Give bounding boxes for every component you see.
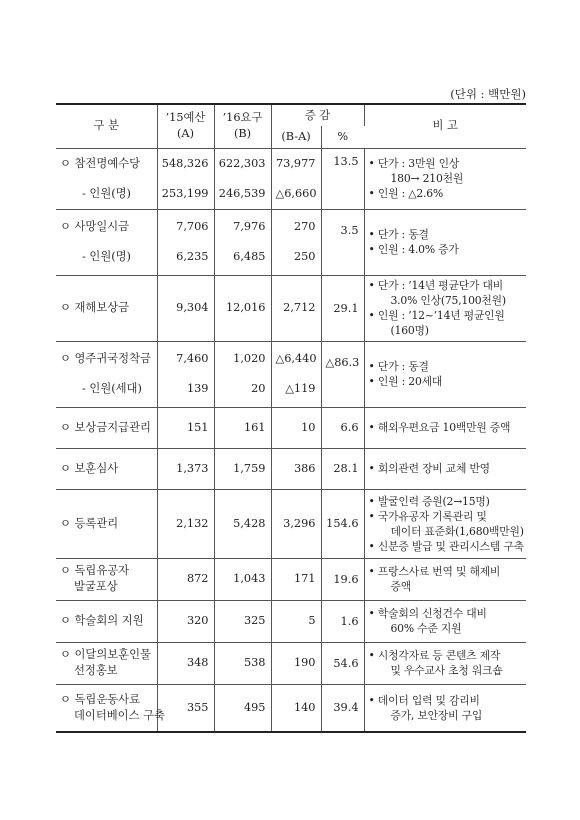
item-name-line: - 인원(명) (82, 186, 131, 200)
budget-2015-line: 2,132 (176, 516, 209, 530)
remark-line: • 시청각자료 등 콘텐츠 제작 (368, 649, 501, 662)
request-2016-line: 622,303 (218, 156, 266, 170)
budget-2015-line: 548,326 (161, 156, 209, 170)
item-name (56, 341, 157, 407)
budget-2015-line: 1,373 (176, 461, 209, 475)
line-gap (162, 172, 209, 186)
line-gap (276, 172, 316, 186)
remark-line: • 단가 : 동결 (368, 360, 429, 373)
header-col-a-line2: (A) (177, 127, 194, 141)
item-name-line: ㅇ 보상금지급관리 (60, 420, 151, 434)
item-name-line: ㅇ 등록관리 (60, 516, 119, 530)
change-amount-line: 250 (293, 250, 316, 263)
request-2016 (214, 407, 271, 448)
change-amount (271, 341, 321, 407)
remark-line: • 단가 : 동결 (368, 228, 429, 241)
item-name-line: ㅇ 학술회의 지원 (60, 614, 144, 627)
remark-line: • 해외우편요금 10백만원 증액 (368, 421, 511, 434)
change-amount-line: 10 (301, 420, 316, 434)
budget-2015-line: 872 (186, 572, 209, 585)
change-amount (271, 448, 321, 489)
table-body (56, 148, 526, 732)
budget-2015-line: 7,706 (176, 220, 209, 233)
remark-line: 3.0% 인상(75,100천원) (390, 294, 506, 307)
header-change-sub: (B-A) (271, 126, 321, 148)
item-name-line: - 인원(세대) (82, 382, 142, 395)
unit-label: (단위 : 백만원) (450, 87, 526, 101)
request-2016 (214, 275, 271, 341)
table-row (56, 684, 526, 732)
line-gap (276, 235, 316, 249)
change-amount-line: 2,712 (283, 301, 316, 314)
remark-line: • 인원 : ’12~’14년 평균인원 (368, 309, 505, 322)
table-row (56, 407, 526, 448)
line-gap (60, 235, 152, 249)
remark-line: • 신분증 발급 및 관리시스템 구축 (368, 539, 524, 553)
change-amount-line: 5 (308, 614, 316, 627)
budget-2015 (157, 275, 214, 341)
change-percent: 54.6 (321, 642, 364, 684)
item-name-line: ㅇ 영주귀국정착금 (60, 352, 151, 365)
remark (364, 489, 526, 558)
request-2016-line: 1,020 (233, 352, 266, 365)
change-percent: 154.6 (321, 489, 364, 558)
change-amount (271, 275, 321, 341)
change-percent: 19.6 (321, 558, 364, 600)
item-name (56, 600, 157, 642)
budget-2015 (157, 148, 214, 209)
change-percent: 1.6 (321, 600, 364, 642)
request-2016-line: 12,016 (225, 301, 266, 314)
change-amount-line: 386 (293, 461, 316, 475)
item-name (56, 558, 157, 600)
table-row (56, 489, 526, 558)
item-name (56, 275, 157, 341)
item-name-line: - 인원(명) (82, 250, 131, 263)
change-amount (271, 148, 321, 209)
request-2016-line: 20 (251, 382, 266, 395)
line-gap (162, 235, 209, 249)
remark-line: 180→ 210천원 (390, 172, 464, 185)
request-2016 (214, 341, 271, 407)
item-name-line: 발굴포상 (74, 580, 118, 593)
item-name (56, 642, 157, 684)
remark (364, 600, 526, 642)
budget-2015-line: 139 (186, 382, 209, 395)
item-name-line: 데이터베이스 구축 (74, 708, 165, 722)
budget-2015 (157, 209, 214, 275)
header-col-a (157, 104, 214, 148)
remark-line: • 회의관련 장비 교체 반영 (368, 462, 490, 475)
budget-2015-line: 7,460 (176, 352, 209, 365)
line-gap (60, 367, 152, 381)
remark-line: 및 우수교사 초청 워크숍 (390, 664, 503, 677)
remark-line: • 학술회의 신청건수 대비 (368, 607, 487, 620)
item-name (56, 407, 157, 448)
change-amount (271, 684, 321, 732)
request-2016-line: 538 (243, 656, 266, 669)
remark-line: • 발굴인력 증원(2→15명) (368, 494, 490, 508)
change-amount-line: 171 (293, 572, 316, 585)
item-name-line: ㅇ 재해보상금 (60, 301, 130, 314)
item-name-line: ㅇ 독립운동사료 (60, 692, 140, 706)
remark-line: • 프랑스사료 번역 및 해제비 (368, 565, 501, 578)
request-2016 (214, 209, 271, 275)
change-percent: 28.1 (321, 448, 364, 489)
line-gap (219, 235, 266, 249)
request-2016-line: 5,428 (233, 516, 266, 530)
budget-2015 (157, 684, 214, 732)
budget-2015 (157, 642, 214, 684)
change-amount-line: △6,660 (275, 186, 317, 200)
budget-2015 (157, 407, 214, 448)
header-change: 증 감 (271, 104, 364, 126)
request-2016-line: 1,043 (233, 572, 266, 585)
remark (364, 684, 526, 732)
line-gap (162, 367, 209, 381)
item-name-line: 선정홍보 (74, 664, 118, 677)
request-2016-line: 495 (243, 700, 266, 714)
request-2016 (214, 684, 271, 732)
change-amount-line: 3,296 (283, 516, 316, 530)
request-2016-line: 161 (243, 420, 266, 434)
remark-line: 60% 수준 지원 (390, 622, 462, 635)
request-2016-line: 246,539 (218, 186, 266, 200)
header-col-b-line2: (B) (233, 127, 252, 141)
request-2016-line: 1,759 (233, 461, 266, 475)
budget-2015 (157, 341, 214, 407)
request-2016-line: 7,976 (233, 220, 266, 233)
request-2016 (214, 448, 271, 489)
header-percent: % (321, 126, 364, 148)
remark-line: • 인원 : 4.0% 증가 (368, 243, 459, 256)
change-amount-line: △6,440 (275, 352, 317, 365)
change-amount (271, 558, 321, 600)
remark-line: (160명) (390, 324, 429, 337)
budget-2015-line: 253,199 (161, 186, 209, 200)
change-percent: △86.3 (321, 341, 364, 407)
budget-2015-line: 6,235 (176, 250, 209, 263)
budget-2015 (157, 600, 214, 642)
request-2016 (214, 600, 271, 642)
table-row (56, 275, 526, 341)
remark (364, 209, 526, 275)
remark-line: • 단가 : 3만원 인상 (368, 157, 460, 170)
request-2016-line: 6,485 (233, 250, 266, 263)
change-amount (271, 642, 321, 684)
line-gap (60, 172, 152, 186)
line-gap (219, 367, 266, 381)
remark (364, 448, 526, 489)
change-amount (271, 209, 321, 275)
remark-line: 증가, 보안장비 구입 (390, 708, 483, 722)
budget-2015-line: 151 (186, 420, 209, 434)
table-row (56, 600, 526, 642)
item-name-line: ㅇ 독립유공자 (60, 564, 130, 577)
line-gap (219, 172, 266, 186)
change-amount-line: 73,977 (275, 156, 316, 170)
change-amount-line: 190 (293, 656, 316, 669)
request-2016 (214, 148, 271, 209)
change-amount-line: 140 (293, 700, 316, 714)
change-amount (271, 489, 321, 558)
change-amount-line: 270 (293, 220, 316, 233)
item-name (56, 489, 157, 558)
item-name-line: ㅇ 사망일시금 (60, 220, 130, 233)
remark-line: 데이터 표준화(1,680백만원) (390, 524, 524, 538)
header-col-a-line1: ’15예산 (165, 111, 206, 125)
change-percent: 6.6 (321, 407, 364, 448)
budget-2015-line: 348 (186, 656, 209, 669)
remark (364, 642, 526, 684)
table-row (56, 642, 526, 684)
header-col-b-line1: ’16요구 (222, 111, 263, 125)
header-category: 구 분 (56, 104, 157, 148)
request-2016 (214, 489, 271, 558)
request-2016 (214, 642, 271, 684)
item-name-line: ㅇ 이달의보훈인물 (60, 648, 151, 661)
change-amount (271, 407, 321, 448)
remark-line: • 인원 : 20세대 (368, 375, 443, 388)
budget-2015-line: 9,304 (176, 301, 209, 314)
change-amount (271, 600, 321, 642)
request-2016-line: 325 (243, 614, 266, 627)
remark-line: 증액 (390, 580, 411, 593)
header-remarks: 비 고 (364, 104, 526, 148)
change-percent: 39.4 (321, 684, 364, 732)
table-row (56, 341, 526, 407)
change-percent: 3.5 (321, 209, 364, 275)
budget-2015-line: 320 (186, 614, 209, 627)
remark (364, 275, 526, 341)
item-name (56, 148, 157, 209)
remark (364, 341, 526, 407)
remark (364, 558, 526, 600)
table-row (56, 558, 526, 600)
budget-table (56, 103, 526, 733)
item-name (56, 448, 157, 489)
item-name-line: ㅇ 보훈심사 (60, 461, 119, 475)
table-row (56, 448, 526, 489)
request-2016 (214, 558, 271, 600)
item-name-line: ㅇ 참전명예수당 (60, 156, 140, 170)
change-percent: 13.5 (321, 148, 364, 209)
remark-line: • 데이터 입력 및 감리비 (368, 693, 480, 707)
remark (364, 148, 526, 209)
remark-line: • 단가 : ’14년 평균단가 대비 (368, 279, 503, 292)
remark (364, 407, 526, 448)
table-row (56, 148, 526, 209)
header-col-b (214, 104, 271, 148)
change-percent: 29.1 (321, 275, 364, 341)
remark-line: • 국가유공자 기록관리 및 (368, 509, 487, 523)
budget-2015 (157, 448, 214, 489)
remark-line: • 인원 : △2.6% (368, 187, 444, 200)
table-row (56, 209, 526, 275)
budget-2015 (157, 489, 214, 558)
budget-2015 (157, 558, 214, 600)
line-gap (276, 367, 316, 381)
change-amount-line: △119 (285, 382, 316, 395)
item-name (56, 684, 165, 732)
item-name (56, 209, 157, 275)
budget-2015-line: 355 (186, 700, 209, 714)
